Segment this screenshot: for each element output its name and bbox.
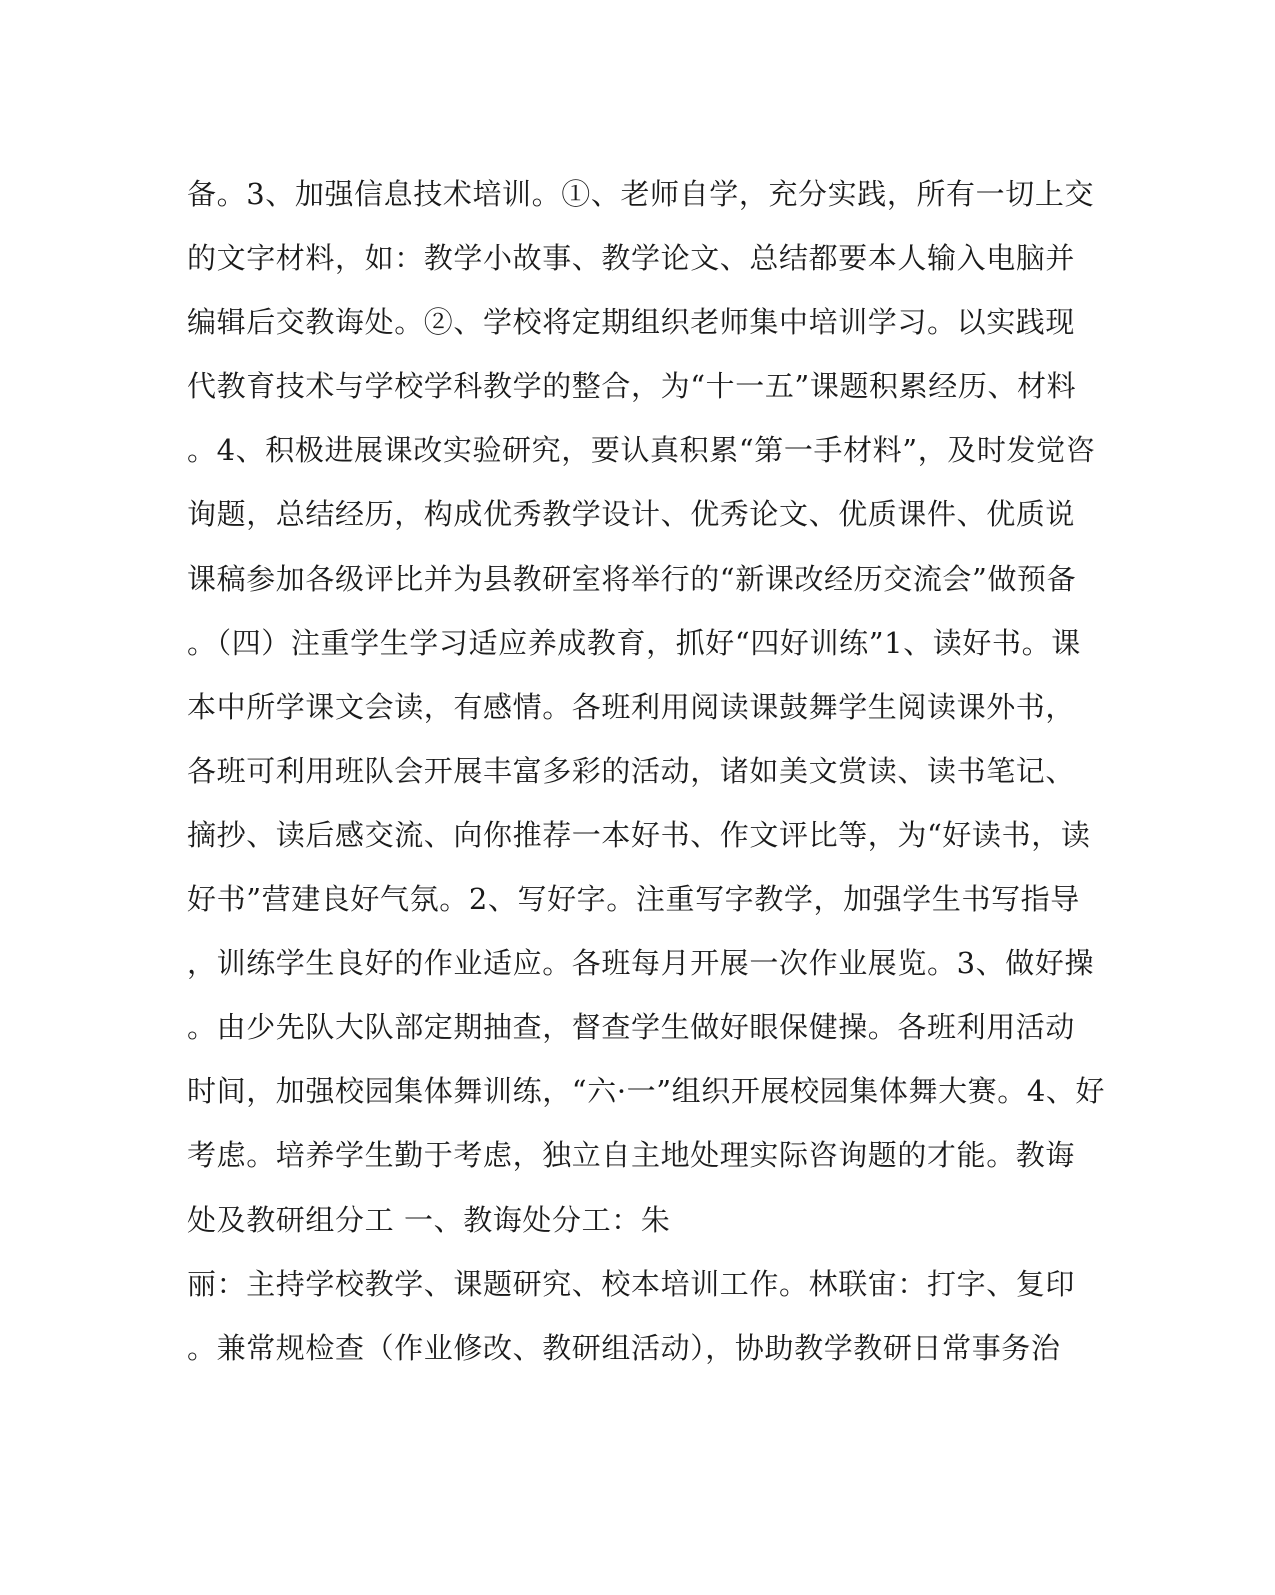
text-line: 备。3、加强信息技术培训。①、老师自学，充分实践，所有一切上交 [187,177,1095,211]
text-line: 。（四）注重学生学习适应养成教育，抓好“四好训练”1、读好书。课 [187,625,1081,660]
text-line: 好书”营建良好气氛。2、写好字。注重写字教学，加强学生书写指导 [187,882,1080,917]
text-line: 处及教研组分工 一、教诲处分工：朱 [187,1202,671,1237]
text-line: ，训练学生良好的作业适应。各班每月开展一次作业展览。3、做好操 [187,946,1095,981]
text-line: 丽：主持学校教学、课题研究、校本培训工作。林联宙：打字、复印 [187,1266,1076,1301]
text-line: 询题，总结经历，构成优秀教学设计、优秀论文、优质课件、优质说 [187,497,1076,532]
text-line: 。兼常规检查（作业修改、教研组活动），协助教学教研日常事务治 [187,1330,1061,1365]
body-text [187,162,1106,1380]
text-line: 代教育技术与学校学科教学的整合，为“十一五”课题积累经历、材料 [187,369,1077,404]
text-line: 。4、积极进展课改实验研究，要认真积累“第一手材料”，及时发觉咨 [187,433,1096,468]
text-line: 编辑后交教诲处。②、学校将定期组织老师集中培训学习。以实践现 [187,305,1076,340]
text-line: 摘抄、读后感交流、向你推荐一本好书、作文评比等，为“好读书，读 [187,817,1091,852]
text-line: 的文字材料，如：教学小故事、教学论文、总结都要本人输入电脑并 [187,241,1076,276]
text-line: 各班可利用班队会开展丰富多彩的活动，诸如美文赏读、读书笔记、 [187,753,1076,788]
text-line: 本中所学课文会读，有感情。各班利用阅读课鼓舞学生阅读课外书， [187,689,1076,724]
text-line: 考虑。培养学生勤于考虑，独立自主地处理实际咨询题的才能。教诲 [187,1138,1076,1173]
text-line: 课稿参加各级评比并为县教研室将举行的“新课改经历交流会”做预备 [187,561,1077,596]
text-line: 时间，加强校园集体舞训练，“六·一”组织开展校园集体舞大赛。4、好 [187,1074,1106,1109]
text-line: 。由少先队大队部定期抽查，督查学生做好眼保健操。各班利用活动 [187,1010,1076,1045]
